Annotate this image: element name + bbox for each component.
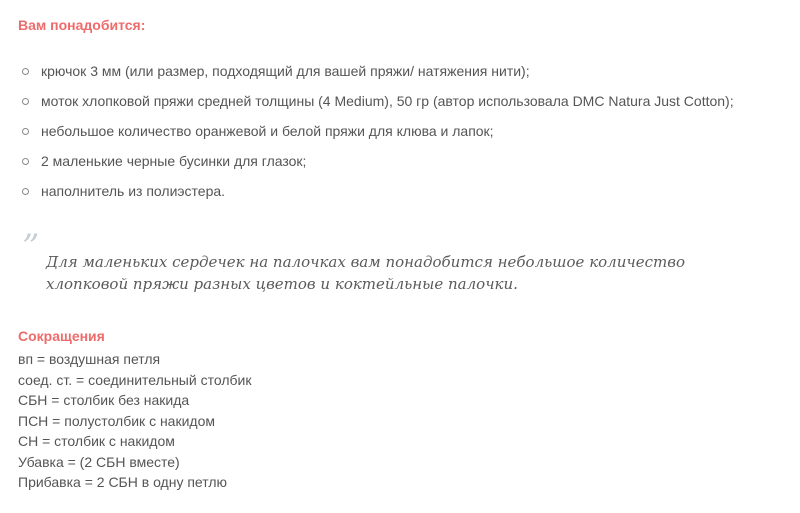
- abbreviation-item: Убавка = (2 СБН вместе): [18, 453, 180, 470]
- abbreviation-item: СН = столбик с накидом: [18, 433, 175, 449]
- circle-bullet-icon: [22, 188, 29, 195]
- circle-bullet-icon: [22, 128, 29, 135]
- abbreviations-list: [18, 349, 251, 493]
- circle-bullet-icon: [22, 68, 29, 75]
- materials-heading: Вам понадобится:: [18, 17, 146, 33]
- abbreviation-item: СБН = столбик без накида: [18, 392, 190, 408]
- circle-bullet-icon: [22, 98, 29, 105]
- list-item-text: крючок 3 мм (или размер, подходящий для вашей пряжи/ натяжения нити);: [41, 63, 530, 79]
- quote-mark-icon: ”: [22, 227, 40, 267]
- abbreviation-item: соед. ст. = соединительный столбик: [18, 371, 252, 388]
- abbreviation-item: вп = воздушная петля: [18, 351, 161, 367]
- list-item-text: моток хлопковой пряжи средней толщины (4 Medium), 50 гр (автор использовала DMC Natura Just Cotton);: [41, 93, 734, 109]
- list-item-text: наполнитель из полиэстера.: [41, 183, 226, 199]
- circle-bullet-icon: [22, 158, 29, 165]
- list-item: [0, 181, 780, 202]
- list-item: [0, 121, 780, 142]
- quote-text: Для маленьких сердечек на палочках вам понадобится небольшое количество хлопковой пряжи разных цветов и коктейльные палочки.: [46, 253, 685, 293]
- abbreviation-item: Прибавка = 2 СБН в одну петлю: [18, 474, 228, 490]
- list-item: [0, 61, 780, 82]
- list-item: [0, 151, 780, 172]
- abbreviation-item: ПСН = полустолбик с накидом: [18, 412, 215, 429]
- list-item-text: 2 маленькие черные бусинки для глазок;: [41, 153, 307, 169]
- materials-list: [0, 61, 780, 211]
- list-item-text: небольшое количество оранжевой и белой пряжи для клюва и лапок;: [41, 123, 494, 139]
- list-item: [0, 91, 780, 112]
- abbreviations-heading: Сокращения: [18, 328, 105, 344]
